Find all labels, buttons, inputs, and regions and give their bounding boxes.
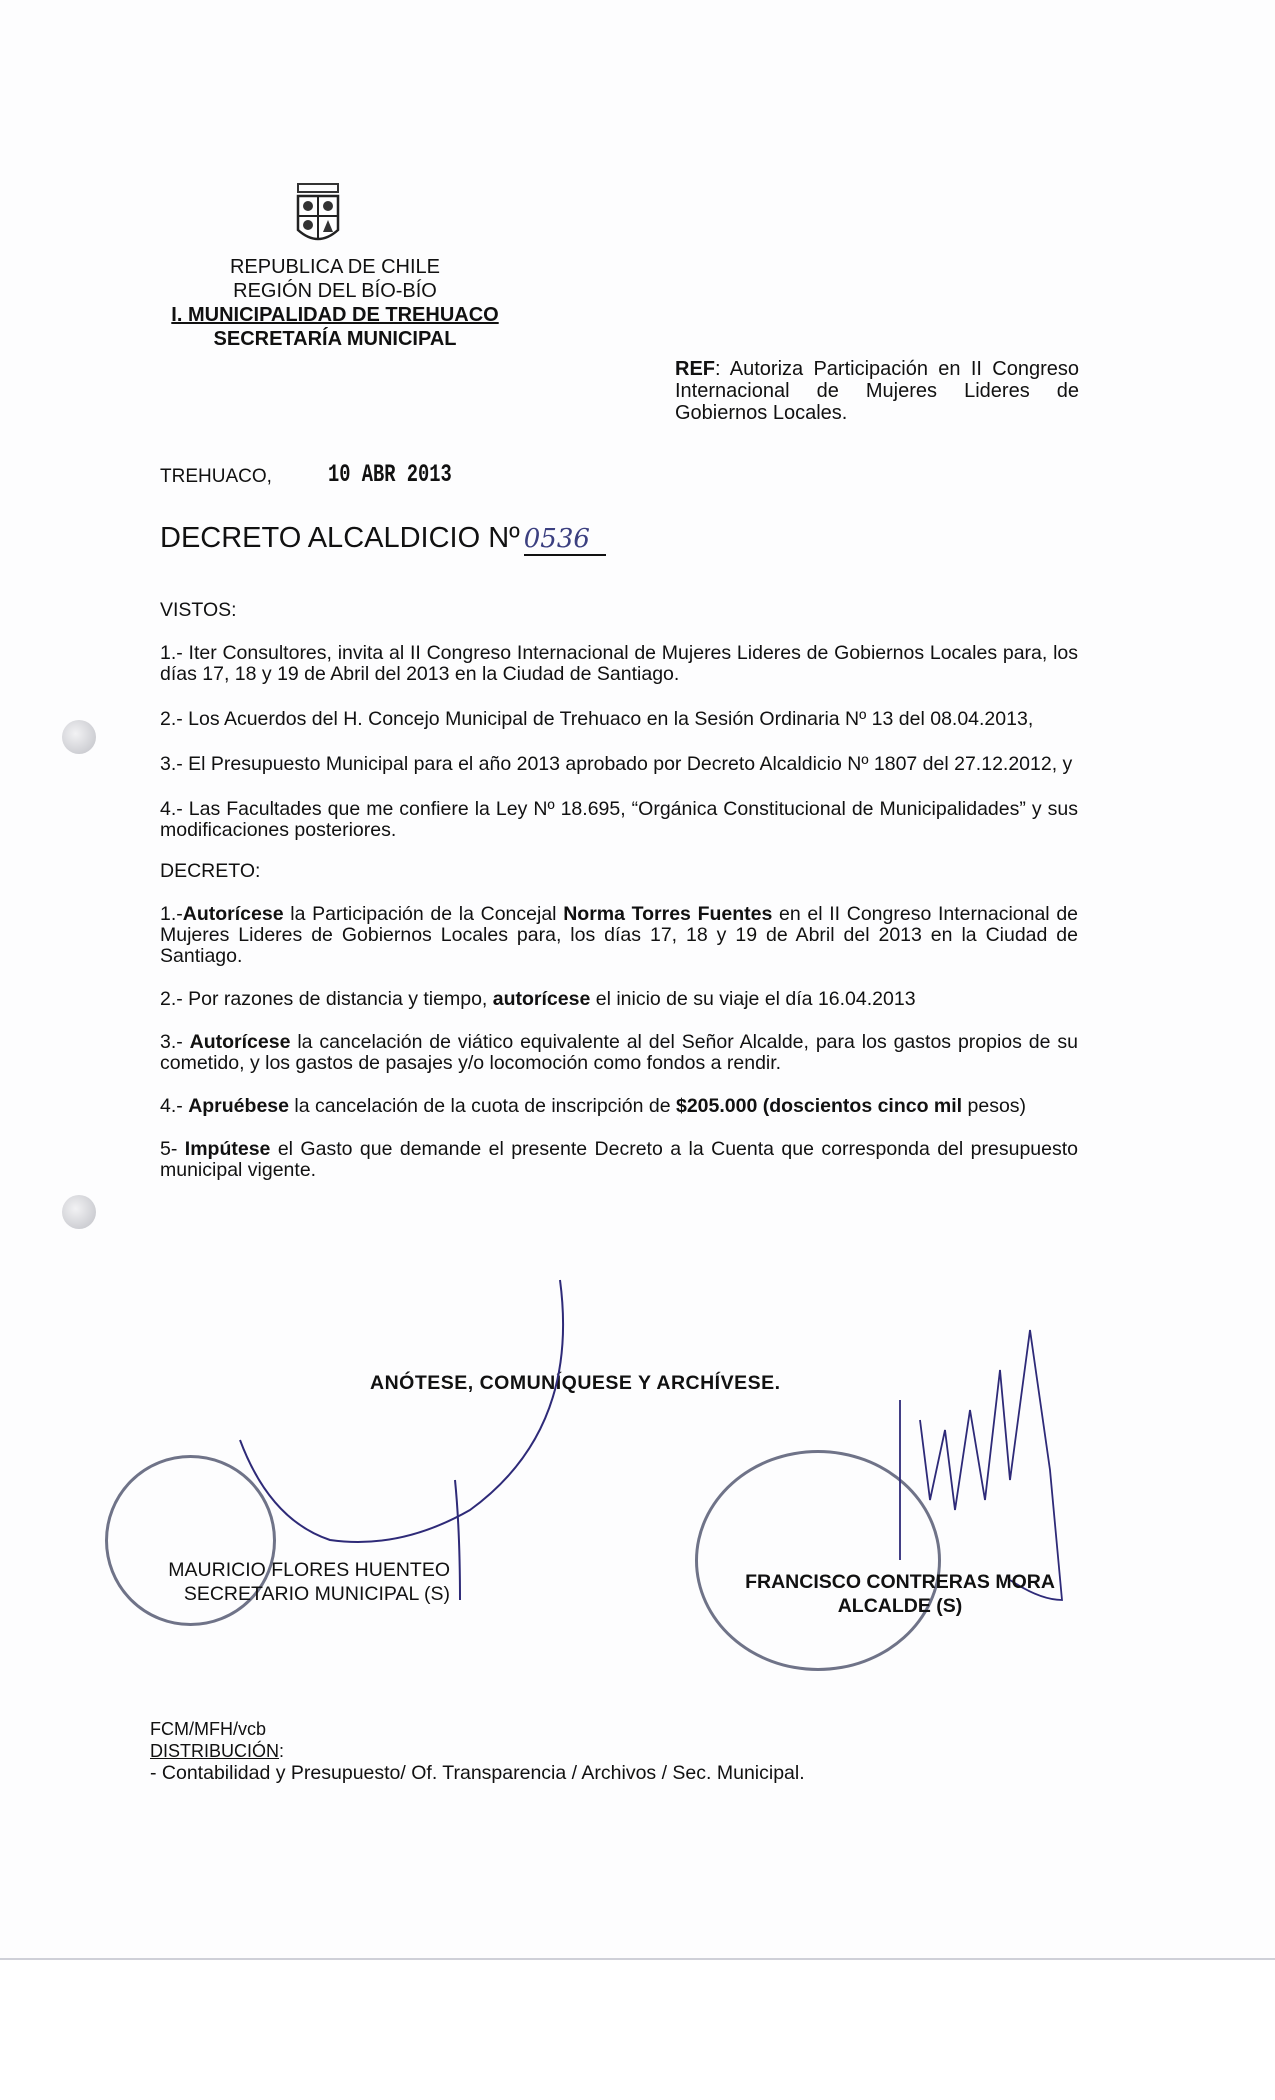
municipal-crest-icon [292,180,344,250]
decreto-item: 2.- Por razones de distancia y tiempo, autorícese el inicio de su viaje el día 16.04.2013 [160,988,916,1010]
vistos-item: 2.- Los Acuerdos del H. Concejo Municipal de Trehuaco en la Sesión Ordinaria Nº 13 del 08.04.2013, [160,708,1034,730]
punch-hole [62,720,96,754]
vistos-section [160,600,1078,1181]
closing-formula: ANÓTESE, COMUNÍQUESE Y ARCHÍVESE. [370,1372,781,1394]
decreto-item: 3.- Autorícese la cancelación de viático equivalente al del Señor Alcalde, para los gastos propios de su cometido, y los gastos de pasajes y/o locomoción como fondos a rendir. [160,1031,1078,1074]
signatory-name: MAURICIO FLORES HUENTEO [168,1559,450,1581]
vistos-item: 1.- Iter Consultores, invita al II Congreso Internacional de Mujeres Lideres de Gobiernos Locales para, los días 17, 18 y 19 de Abril del 2013 en la Ciudad de Santiago. [160,642,1078,685]
letterhead-country: REPUBLICA DE CHILE [229,256,441,278]
reference-text: : Autoriza Participación en II Congreso Internacional de Mujeres Lideres de Gobiernos Locales. [675,358,1079,424]
letterhead-department: SECRETARÍA MUNICIPAL [213,328,457,350]
handwritten-signature [0,1270,1275,1690]
vistos-heading: VISTOS: [160,599,237,621]
decreto-heading: DECRETO: [160,860,261,882]
signatory-role: SECRETARIO MUNICIPAL (S) [183,1583,450,1605]
signatory-secretary [150,1558,450,1606]
decreto-item: 5- Impútese el Gasto que demande el presente Decreto a la Cuenta que corresponda del presupuesto municipal vigente. [160,1138,1078,1181]
letterhead-municipality: I. MUNICIPALIDAD DE TREHUACO [171,304,499,326]
date-stamp: 10 ABR 2013 [328,460,452,489]
letterhead [160,255,510,351]
reference-label: REF [675,358,715,380]
signatory-role: ALCALDE (S) [837,1595,963,1617]
distribution-label: DISTRIBUCIÓN: [150,1741,285,1761]
decreto-item: 1.-Autorícese la Participación de la Concejal Norma Torres Fuentes en el II Congreso Internacional de Mujeres Lideres de Gobiernos Locales para, los días 17, 18 y 19 de Abril del 2013 en la Ciudad de Santiago. [160,903,1079,967]
decreto-item: 4.- Apruébese la cancelación de la cuota de inscripción de $205.000 (doscientos cinco mil pesos) [160,1095,1027,1117]
place: TREHUACO, [160,466,272,487]
decree-title-text: DECRETO ALCALDICIO Nº [160,522,520,554]
decree-number: 0536 [524,524,606,556]
vistos-item: 4.- Las Facultades que me confiere la Ley Nº 18.695, “Orgánica Constitucional de Municipalidades” y sus modificaciones posteriores. [160,798,1078,841]
decree-title [160,522,606,556]
letterhead-region: REGIÓN DEL BÍO-BÍO [233,280,437,302]
reference [675,358,1079,424]
vistos-item: 3.- El Presupuesto Municipal para el año 2013 aprobado por Decreto Alcaldicio Nº 1807 del 27.12.2012, y [160,753,1073,775]
signatory-name: FRANCISCO CONTRERAS MORA [745,1571,1055,1593]
footer [150,1718,805,1784]
punch-hole [62,1195,96,1229]
signatory-mayor [730,1570,1070,1618]
distribution-list: - Contabilidad y Presupuesto/ Of. Transparencia / Archivos / Sec. Municipal. [150,1762,805,1784]
initials: FCM/MFH/vcb [150,1719,266,1739]
